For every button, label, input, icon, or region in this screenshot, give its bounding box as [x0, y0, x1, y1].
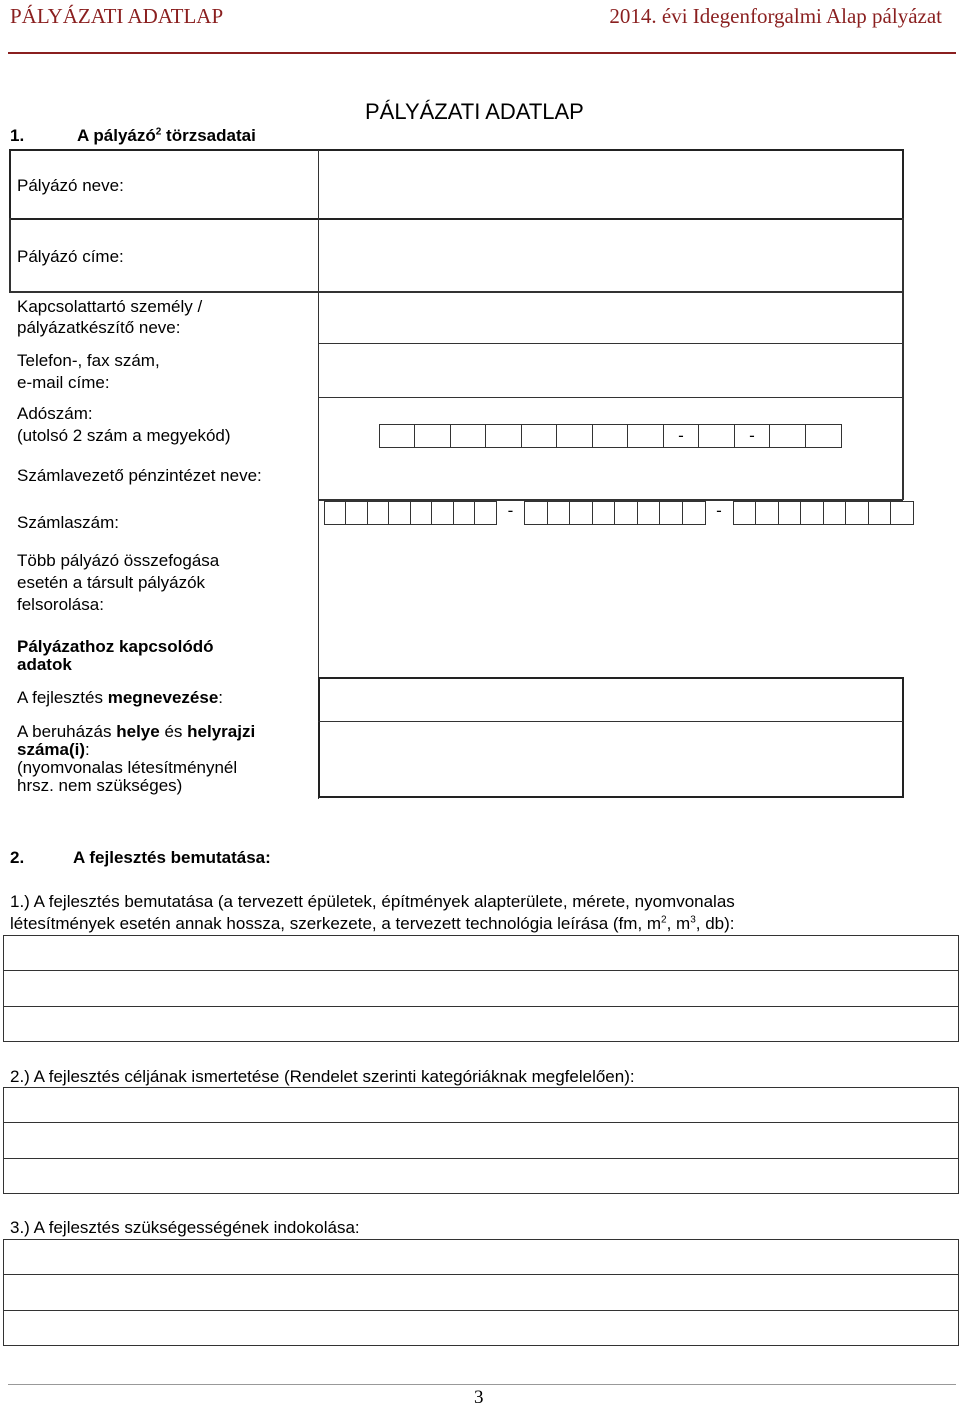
section1-number: 1. — [10, 126, 25, 145]
tax-separator: - — [663, 424, 700, 448]
account-number-cells — [325, 501, 914, 525]
section1-heading — [10, 126, 256, 146]
account-digit-cell[interactable] — [453, 501, 476, 525]
label-bank-name: Számlavezető pénzintézet neve: — [17, 466, 262, 485]
row-divider-contact — [318, 343, 903, 344]
header-right-title: 2014. évi Idegenforgalmi Alap pályázat — [609, 4, 942, 28]
section1-title-prefix: A pályázó — [77, 126, 156, 145]
account-digit-cell[interactable] — [324, 501, 347, 525]
account-digit-cell[interactable] — [890, 501, 914, 525]
related-heading-1: Pályázathoz kapcsolódó — [17, 637, 214, 656]
applicant-name-field[interactable] — [320, 151, 901, 218]
account-digit-cell[interactable] — [823, 501, 847, 525]
tax-digit-cell[interactable] — [698, 424, 735, 448]
account-separator: - — [716, 501, 722, 520]
account-digit-cell[interactable] — [637, 501, 661, 525]
tax-digit-cell[interactable] — [450, 424, 487, 448]
header-left-title: PÁLYÁZATI ADATLAP — [10, 4, 224, 28]
tax-digit-cell[interactable] — [805, 424, 842, 448]
question1-answer-box[interactable] — [3, 935, 959, 1042]
phone-email-field[interactable] — [320, 345, 901, 396]
label-location-2: száma(i): — [17, 740, 90, 759]
tax-digit-cell[interactable] — [379, 424, 416, 448]
account-digit-cell[interactable] — [778, 501, 802, 525]
tax-number-cells — [380, 424, 842, 448]
question1-line2: létesítmények esetén annak hossza, szerkezete, a tervezett technológia leírása (fm, $m^2$, $m^3$, db): — [10, 914, 735, 933]
tax-digit-cell[interactable] — [556, 424, 593, 448]
account-digit-cell[interactable] — [547, 501, 571, 525]
form-left-edge — [9, 218, 11, 292]
tax-digit-cell[interactable] — [521, 424, 558, 448]
page-number: 3 — [474, 1387, 484, 1408]
section2-heading — [10, 848, 271, 868]
account-digit-cell[interactable] — [410, 501, 433, 525]
contact-person-field[interactable] — [320, 293, 901, 342]
account-digit-cell[interactable] — [345, 501, 368, 525]
section1-title-suffix: törzsadatai — [166, 126, 256, 145]
account-digit-cell[interactable] — [800, 501, 824, 525]
account-separator: - — [507, 501, 514, 520]
account-digit-cell[interactable] — [614, 501, 638, 525]
account-digit-cell[interactable] — [682, 501, 706, 525]
label-phone-1: Telefon-, fax szám, — [17, 351, 160, 370]
label-account-number: Számlaszám: — [17, 513, 120, 532]
label-tax-1: Adószám: — [17, 404, 93, 423]
answer-line — [3, 1006, 959, 1007]
question2-answer-box[interactable] — [3, 1087, 959, 1194]
answer-line — [3, 1158, 959, 1159]
related-heading-2: adatok — [17, 655, 72, 674]
footnote-ref: 2 — [155, 126, 162, 138]
label-applicant-address: Pályázó címe: — [17, 247, 124, 266]
tax-digit-cell[interactable] — [414, 424, 451, 448]
form-right-edge — [902, 218, 904, 500]
account-digit-cell[interactable] — [845, 501, 869, 525]
label-development-name: A fejlesztés megnevezése: — [17, 688, 224, 707]
development-name-field[interactable] — [320, 679, 902, 720]
row-divider-devname — [318, 721, 903, 722]
answer-line — [3, 1274, 959, 1275]
label-phone-2: e-mail címe: — [17, 373, 110, 392]
question2-text: 2.) A fejlesztés céljának ismertetése (Rendelet szerinti kategóriáknak megfelelően): — [10, 1067, 635, 1086]
account-digit-cell[interactable] — [592, 501, 616, 525]
account-digit-cell[interactable] — [755, 501, 779, 525]
account-digit-cell[interactable] — [388, 501, 411, 525]
question3-text: 3.) A fejlesztés szükségességének indokolása: — [10, 1218, 360, 1237]
account-digit-cell[interactable] — [868, 501, 892, 525]
account-digit-cell[interactable] — [367, 501, 390, 525]
row-divider-phone — [318, 397, 903, 398]
account-digit-cell[interactable] — [474, 501, 497, 525]
account-digit-cell[interactable] — [524, 501, 548, 525]
label-contact-2: pályázatkészítő neve: — [17, 318, 181, 337]
label-joint-3: felsorolása: — [17, 595, 104, 614]
tax-digit-cell[interactable] — [485, 424, 522, 448]
tax-digit-cell[interactable] — [592, 424, 629, 448]
answer-line — [3, 970, 959, 971]
label-tax-2: (utolsó 2 szám a megyekód) — [17, 426, 231, 445]
label-location-1: A beruházás helye és helyrajzi — [17, 722, 256, 741]
label-joint-2: esetén a társult pályázók — [17, 573, 206, 592]
account-digit-cell[interactable] — [569, 501, 593, 525]
tax-separator: - — [734, 424, 771, 448]
tax-digit-cell[interactable] — [769, 424, 806, 448]
section2-title: A fejlesztés bemutatása: — [73, 848, 271, 867]
label-location-4: hrsz. nem szükséges) — [17, 776, 183, 795]
label-location-3: (nyomvonalas létesítménynél — [17, 758, 238, 777]
answer-line — [3, 1122, 959, 1123]
document-title: PÁLYÁZATI ADATLAP — [365, 99, 584, 124]
bank-name-field[interactable] — [320, 451, 901, 498]
account-digit-cell[interactable] — [733, 501, 757, 525]
question1-line1: 1.) A fejlesztés bemutatása (a tervezett épületek, építmények alapterülete, mérete, nyomvonalas — [10, 892, 735, 911]
account-digit-cell[interactable] — [431, 501, 454, 525]
question3-answer-box[interactable] — [3, 1239, 959, 1346]
label-joint-1: Több pályázó összefogása — [17, 551, 220, 570]
location-field[interactable] — [320, 723, 902, 796]
header-rule — [8, 52, 956, 54]
tax-digit-cell[interactable] — [627, 424, 664, 448]
account-digit-cell[interactable] — [659, 501, 683, 525]
joint-applicants-field[interactable] — [320, 530, 901, 620]
label-applicant-name: Pályázó neve: — [17, 176, 124, 195]
applicant-address-field[interactable] — [320, 220, 901, 290]
section2-number: 2. — [10, 848, 25, 867]
label-contact-1: Kapcsolattartó személy / — [17, 297, 203, 316]
answer-line — [3, 1310, 959, 1311]
footer-rule — [8, 1384, 956, 1385]
